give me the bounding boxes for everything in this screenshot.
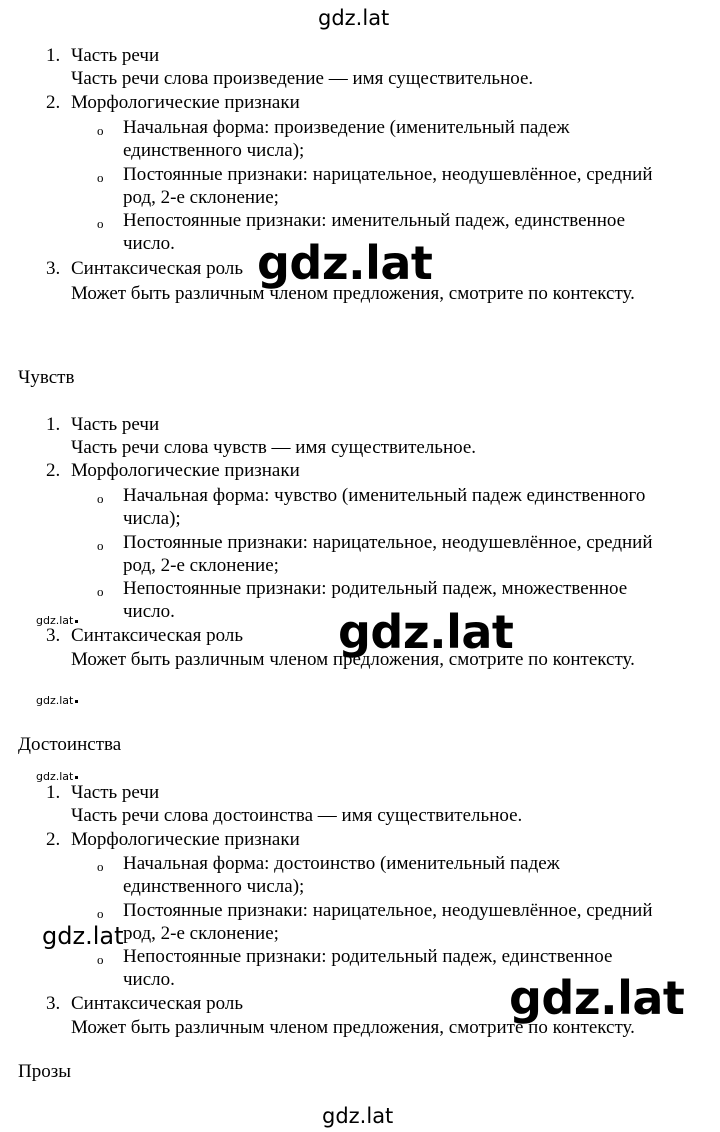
- bullet-icon: o: [97, 952, 104, 967]
- bullet-icon: o: [97, 584, 104, 599]
- s3-sub1-line2: единственного числа);: [123, 876, 305, 897]
- s2-sub1-line1: Начальная форма: чувство (именительный падеж единственного: [123, 485, 646, 506]
- bullet-icon: o: [97, 906, 104, 921]
- bullet-icon: o: [97, 491, 104, 506]
- watermark-big: gdz.lat: [257, 236, 433, 290]
- s3-sub2-line1: Постоянные признаки: нарицательное, неодушевлённое, средний: [123, 900, 653, 921]
- s2-heading: Чувств: [18, 367, 75, 388]
- bullet-icon: o: [97, 538, 104, 553]
- s4-heading: Прозы: [18, 1061, 71, 1082]
- s1-sub1-line2: единственного числа);: [123, 140, 305, 161]
- s1-item1-body: Часть речи слова произведение — имя существительное.: [71, 68, 534, 89]
- s2-item2-title: Морфологические признаки: [71, 460, 300, 481]
- watermark-bottom: gdz.lat: [322, 1104, 394, 1128]
- s1-item1-num: 1.: [46, 45, 61, 66]
- s1-item2-num: 2.: [46, 92, 61, 113]
- s2-sub3-line2: число.: [123, 601, 175, 622]
- watermark-big: gdz.lat: [509, 971, 685, 1025]
- watermark-big: gdz.lat: [338, 605, 514, 659]
- bullet-icon: o: [97, 123, 104, 138]
- s1-item1-title: Часть речи: [71, 45, 160, 66]
- s1-sub2-line2: род, 2-е склонение;: [123, 187, 279, 208]
- s3-item3-body: Может быть различным членом предложения, смотрите по контексту.: [71, 1017, 635, 1038]
- s2-sub3-line1: Непостоянные признаки: родительный падеж, множественное: [123, 578, 628, 599]
- s2-item3-body: Может быть различным членом предложения, смотрите по контексту.: [71, 649, 635, 670]
- watermark-tiny: gdz.lat: [36, 770, 78, 783]
- s2-sub2-line2: род, 2-е склонение;: [123, 555, 279, 576]
- s1-item2-title: Морфологические признаки: [71, 92, 300, 113]
- s2-item1-num: 1.: [46, 414, 61, 435]
- s3-item1-title: Часть речи: [71, 782, 160, 803]
- s1-sub3-line1: Непостоянные признаки: именительный падеж, единственное: [123, 210, 626, 231]
- s1-sub3-line2: число.: [123, 233, 175, 254]
- s3-item2-num: 2.: [46, 829, 61, 850]
- s2-sub1-line2: числа);: [123, 508, 181, 529]
- s2-item1-body: Часть речи слова чувств — имя существительное.: [71, 437, 477, 458]
- s3-sub3-line2: число.: [123, 969, 175, 990]
- s2-item3-title: Синтаксическая роль: [71, 625, 243, 646]
- s3-heading: Достоинства: [18, 734, 122, 755]
- s1-item3-num: 3.: [46, 258, 61, 279]
- watermark-top: gdz.lat: [318, 6, 390, 30]
- watermark-tiny: gdz.lat: [36, 694, 78, 707]
- s1-sub1-line1: Начальная форма: произведение (именительный падеж: [123, 117, 570, 138]
- s2-item3-num: 3.: [46, 625, 61, 646]
- s2-item2-num: 2.: [46, 460, 61, 481]
- s3-sub2-line2: род, 2-е склонение;: [123, 923, 279, 944]
- s3-sub3-line1: Непостоянные признаки: родительный падеж, единственное: [123, 946, 613, 967]
- s3-sub1-line1: Начальная форма: достоинство (именительный падеж: [123, 853, 560, 874]
- watermark-medium: gdz.lat: [42, 922, 124, 950]
- s2-item1-title: Часть речи: [71, 414, 160, 435]
- bullet-icon: o: [97, 216, 104, 231]
- s1-sub2-line1: Постоянные признаки: нарицательное, неодушевлённое, средний: [123, 164, 653, 185]
- bullet-icon: o: [97, 170, 104, 185]
- watermark-tiny: gdz.lat: [36, 614, 78, 627]
- s3-item1-num: 1.: [46, 782, 61, 803]
- s1-item3-body: Может быть различным членом предложения, смотрите по контексту.: [71, 283, 635, 304]
- s2-sub2-line1: Постоянные признаки: нарицательное, неодушевлённое, средний: [123, 532, 653, 553]
- s3-item1-body: Часть речи слова достоинства — имя существительное.: [71, 805, 523, 826]
- bullet-icon: o: [97, 859, 104, 874]
- s3-item3-num: 3.: [46, 993, 61, 1014]
- s3-item2-title: Морфологические признаки: [71, 829, 300, 850]
- s3-item3-title: Синтаксическая роль: [71, 993, 243, 1014]
- s1-item3-title: Синтаксическая роль: [71, 258, 243, 279]
